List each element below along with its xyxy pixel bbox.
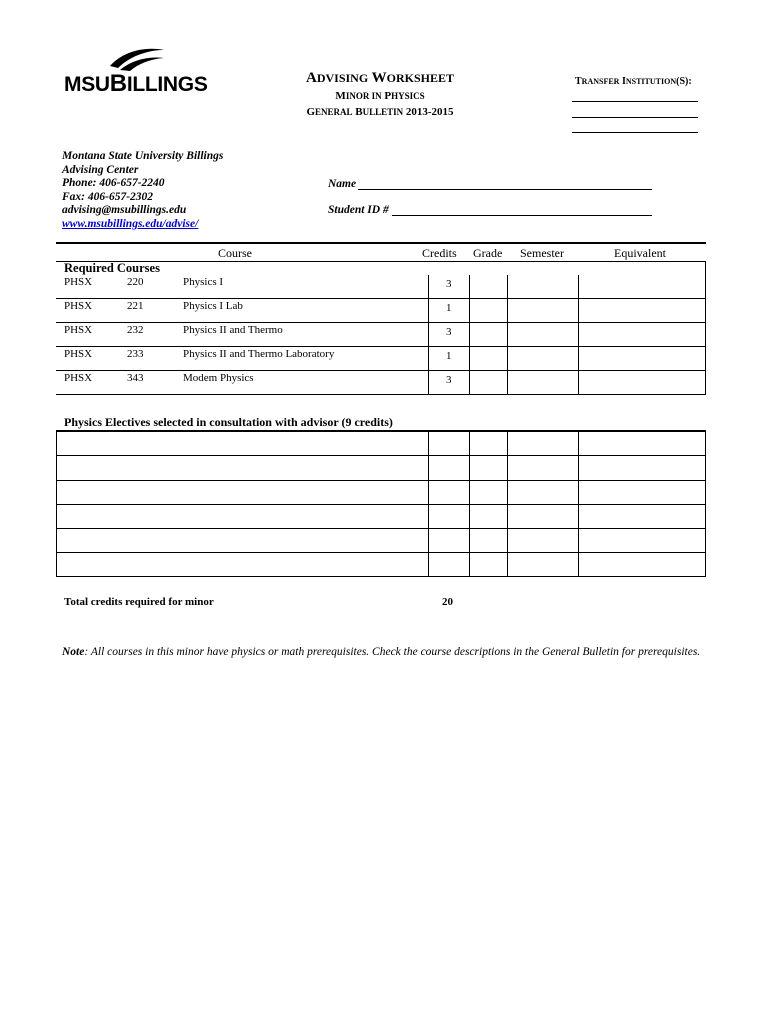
name-label: Name <box>328 178 357 190</box>
col-line <box>705 261 706 394</box>
fax: Fax: 406-657-2302 <box>62 190 154 203</box>
transfer-line-3[interactable] <box>572 132 698 133</box>
logo-msu: MSU <box>64 73 110 96</box>
phone: Phone: 406-657-2240 <box>62 177 165 189</box>
transfer-institutions-label: TRANSFER INSTITUTION(S): <box>575 76 692 87</box>
row-rule <box>56 552 706 553</box>
logo-b: B <box>109 70 127 97</box>
header-grade: Grade <box>473 246 503 260</box>
electives-title: Physics Electives selected in consultation with advisor (9 credits) <box>64 415 393 429</box>
col-line <box>469 275 470 394</box>
page-title: ADVISING WORKSHEET <box>305 70 455 86</box>
subtitle-bulletin: GENERAL BULLETIN 2013-2015 <box>306 106 454 118</box>
col-line <box>507 275 508 394</box>
transfer-line-1[interactable] <box>572 101 698 102</box>
col-line <box>507 430 508 576</box>
note-text: : All courses in this minor have physics or math prerequisites. Check the course descriptions in the General Bulletin for prerequisites. <box>84 646 701 658</box>
logo-swoosh-icon <box>108 46 166 72</box>
transfer-line-2[interactable] <box>572 117 698 118</box>
university-name: Montana State University Billings <box>62 150 224 162</box>
header-course: Course <box>218 246 252 260</box>
note <box>62 644 712 660</box>
row-rule <box>56 480 706 481</box>
row-rule <box>56 322 706 323</box>
student-id-label: Student ID # <box>328 204 389 216</box>
col-line <box>578 430 579 576</box>
row-rule <box>56 528 706 529</box>
subtitle-minor: MINOR IN PHYSICS <box>335 90 425 102</box>
required-courses-title: Required Courses <box>64 261 160 275</box>
row-rule <box>56 346 706 347</box>
col-line <box>705 430 706 576</box>
header-equivalent: Equivalent <box>614 246 666 260</box>
row-rule <box>56 298 706 299</box>
total-credits-label: Total credits required for minor <box>64 596 214 608</box>
row-rule <box>56 370 706 371</box>
header-semester: Semester <box>520 246 564 260</box>
row-rule <box>56 394 706 395</box>
col-line <box>469 430 470 576</box>
note-label: Note <box>62 646 85 658</box>
advising-center: Advising Center <box>62 163 139 176</box>
header-credits: Credits <box>422 246 457 260</box>
website-link[interactable]: www.msubillings.edu/advise/ <box>62 217 199 230</box>
contact-block <box>62 150 223 231</box>
col-line <box>428 430 429 576</box>
total-credits-value: 20 <box>442 596 453 608</box>
email: advising@msubillings.edu <box>62 204 187 216</box>
row-rule <box>56 430 706 432</box>
header-rule-thick <box>56 242 706 244</box>
col-line <box>578 275 579 394</box>
row-rule <box>56 576 706 577</box>
col-line <box>56 430 57 576</box>
logo-illings: ILLINGS <box>126 73 208 96</box>
name-field[interactable] <box>358 189 652 190</box>
logo-text <box>64 70 208 98</box>
col-line <box>428 275 429 394</box>
row-rule <box>56 455 706 456</box>
student-id-field[interactable] <box>392 215 652 216</box>
row-rule <box>56 504 706 505</box>
